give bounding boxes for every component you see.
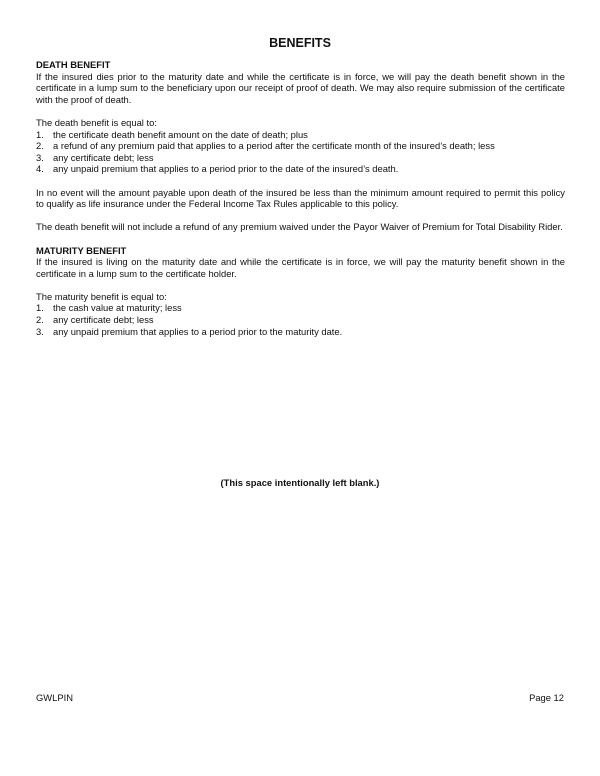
spacer bbox=[36, 175, 565, 187]
list-item-text: the cash value at maturity; less bbox=[53, 302, 182, 314]
list-item bbox=[36, 302, 565, 314]
list-item-text: any unpaid premium that applies to a period prior to the date of the insured’s death. bbox=[53, 163, 399, 175]
death-benefit-intro: If the insured dies prior to the maturity date and while the certificate is in force, we will pay the death benefit shown in the certificate in a lump sum to the beneficiary upon our receipt of proof of death. We may also require submission of the certificate with the proof of death. bbox=[36, 70, 565, 105]
death-benefit-heading: DEATH BENEFIT bbox=[36, 59, 111, 70]
death-benefit-waiver-clause: The death benefit will not include a refund of any premium waived under the Payor Waiver of Premium for Total Disability Rider. bbox=[36, 221, 563, 233]
list-item-number: 3. bbox=[36, 151, 44, 163]
death-benefit-minimum-clause: In no event will the amount payable upon death of the insured be less than the minimum amount required to permit this policy to qualify as life insurance under the Federal Income Tax Rules applicable to this policy. bbox=[36, 186, 565, 210]
list-item-number: 1. bbox=[36, 302, 44, 314]
list-item-text: any certificate debt; less bbox=[53, 314, 154, 326]
spacer bbox=[36, 233, 565, 245]
death-benefit-section bbox=[36, 59, 565, 233]
list-item-text: any certificate debt; less bbox=[53, 151, 154, 163]
spacer bbox=[36, 105, 565, 117]
footer-form-code: GWLPIN bbox=[36, 692, 73, 703]
list-item bbox=[36, 129, 565, 141]
list-item bbox=[36, 163, 565, 175]
maturity-benefit-section bbox=[36, 245, 565, 338]
list-item bbox=[36, 140, 565, 152]
death-benefit-equal-to-label: The death benefit is equal to: bbox=[36, 116, 157, 128]
list-item-text: the certificate death benefit amount on the date of death; plus bbox=[53, 128, 308, 140]
list-item-number: 4. bbox=[36, 163, 44, 175]
list-item-number: 3. bbox=[36, 325, 44, 337]
maturity-benefit-intro: If the insured is living on the maturity date and while the certificate is in force, we will pay the maturity benefit shown in the certificate in a lump sum to the certificate holder. bbox=[36, 256, 565, 279]
list-item bbox=[36, 152, 565, 164]
list-item-number: 1. bbox=[36, 128, 44, 140]
death-benefit-list bbox=[36, 129, 565, 175]
spacer bbox=[36, 210, 565, 222]
list-item-text: a refund of any premium paid that applies to a period after the certificate month of the insured’s death; less bbox=[53, 140, 495, 152]
spacer bbox=[36, 279, 565, 291]
list-item-number: 2. bbox=[36, 140, 44, 152]
list-item bbox=[36, 314, 565, 326]
list-item bbox=[36, 326, 565, 338]
document-body bbox=[36, 59, 565, 337]
footer-page-number: Page 12 bbox=[529, 692, 564, 703]
maturity-benefit-list bbox=[36, 302, 565, 337]
page-title: BENEFITS bbox=[269, 36, 331, 50]
list-item-text: any unpaid premium that applies to a period prior to the maturity date. bbox=[53, 325, 343, 337]
intentionally-blank-note: (This space intentionally left blank.) bbox=[220, 477, 380, 488]
maturity-benefit-heading: MATURITY BENEFIT bbox=[36, 244, 127, 256]
list-item-number: 2. bbox=[36, 314, 44, 326]
maturity-benefit-equal-to-label: The maturity benefit is equal to: bbox=[36, 290, 167, 302]
